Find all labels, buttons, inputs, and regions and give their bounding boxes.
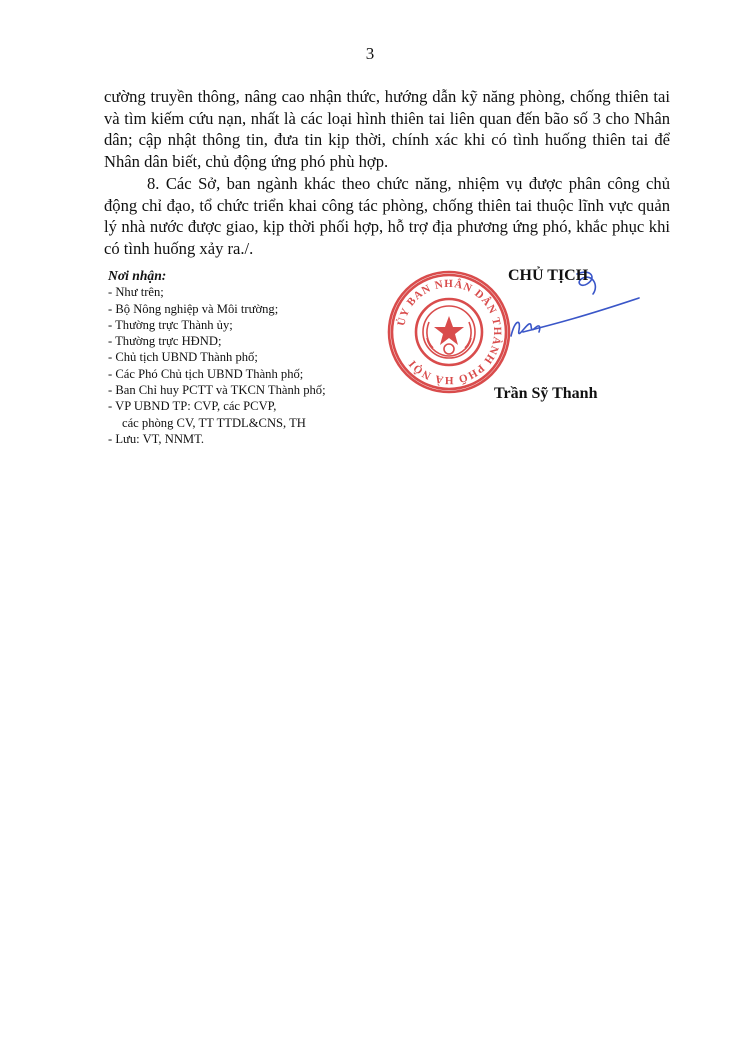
recipients-title: Nơi nhận: <box>108 268 167 283</box>
paragraph-1: cường truyền thông, nâng cao nhận thức, hướng dẫn kỹ năng phòng, chống thiên tai và tìm kiếm cứu nạn, nhất là các loại hình thiên tai liên quan đến bão số 3 cho Nhân dân; cập nhật thông tin, đưa tin kịp thời, chính xác khi có tình huống thiên tai để Nhân dân biết, chủ động ứng phó phù hợp. <box>104 87 670 171</box>
recipient-item: - Các Phó Chủ tịch UBND Thành phố; <box>108 366 304 381</box>
recipient-item: các phòng CV, TT TTDL&CNS, TH <box>122 415 306 430</box>
recipient-item: - Chủ tịch UBND Thành phố; <box>108 350 258 365</box>
official-seal-stamp <box>386 269 512 395</box>
recipient-item: - Lưu: VT, NNMT. <box>108 431 205 446</box>
recipient-item: - Thường trực HĐND; <box>108 334 222 349</box>
signer-name: Trần Sỹ Thanh <box>494 385 598 402</box>
seal-text: ỦY BAN NHÂN DÂN THÀNH PHỐ HÀ NỘI <box>395 277 504 387</box>
signer-title: CHỦ TỊCH <box>508 267 589 284</box>
recipients-block <box>108 268 398 447</box>
national-emblem <box>423 306 475 358</box>
recipient-item: - VP UBND TP: CVP, các PCVP, <box>108 399 277 414</box>
recipient-item: - Như trên; <box>108 285 164 300</box>
recipient-item: - Ban Chỉ huy PCTT và TKCN Thành phố; <box>108 383 326 398</box>
recipient-item: - Thường trực Thành ủy; <box>108 317 233 332</box>
page-number: 3 <box>365 44 375 63</box>
paragraph-2: 8. Các Sở, ban ngành khác theo chức năng, nhiệm vụ được phân công chủ động chỉ đạo, tổ chức triển khai công tác phòng, chống thiên tai thuộc lĩnh vực quản lý nhà nước được giao, kịp thời phối hợp, hỗ trợ địa phương ứng phó, khắc phục khi có tình huống xảy ra./. <box>104 174 670 258</box>
recipient-item: - Bộ Nông nghiệp và Môi trường; <box>108 301 279 316</box>
